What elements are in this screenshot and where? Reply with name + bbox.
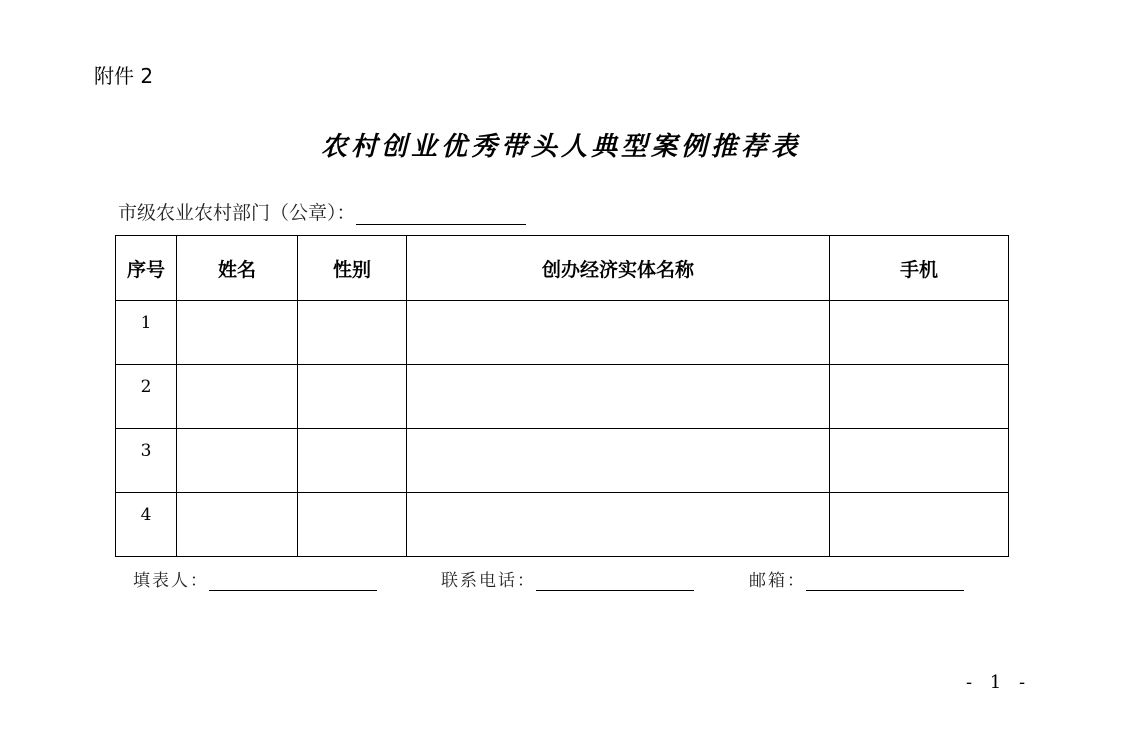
phone-cell[interactable] [830, 301, 1009, 365]
row-index: 4 [116, 493, 177, 557]
entity-cell[interactable] [407, 493, 830, 557]
header-index: 序号 [116, 236, 177, 301]
name-cell[interactable] [177, 493, 298, 557]
name-cell[interactable] [177, 365, 298, 429]
email-field[interactable] [806, 568, 964, 591]
header-gender: 性别 [298, 236, 407, 301]
header-entity: 创办经济实体名称 [407, 236, 830, 301]
recommendation-table [115, 235, 1009, 557]
row-index: 1 [116, 301, 177, 365]
entity-cell[interactable] [407, 301, 830, 365]
table-header-row [116, 236, 1009, 301]
row-index: 3 [116, 429, 177, 493]
department-seal-field[interactable] [356, 202, 526, 225]
email-label: 邮箱： [749, 571, 806, 591]
row-index: 2 [116, 365, 177, 429]
table-row [116, 429, 1009, 493]
header-name: 姓名 [177, 236, 298, 301]
filler-label: 填表人： [133, 571, 209, 591]
name-cell[interactable] [177, 429, 298, 493]
table-row [116, 301, 1009, 365]
table-row [116, 493, 1009, 557]
phone-cell[interactable] [830, 365, 1009, 429]
phone-line [441, 566, 694, 591]
gender-cell[interactable] [298, 301, 407, 365]
page-number: - 1 - [966, 672, 1032, 693]
contact-phone-field[interactable] [536, 568, 694, 591]
department-line [118, 198, 526, 225]
page-title: 农村创业优秀带头人典型案例推荐表 [320, 132, 801, 162]
table-row [116, 365, 1009, 429]
entity-cell[interactable] [407, 429, 830, 493]
gender-cell[interactable] [298, 365, 407, 429]
filler-line [133, 566, 377, 591]
phone-cell[interactable] [830, 493, 1009, 557]
entity-cell[interactable] [407, 365, 830, 429]
email-line [749, 566, 964, 591]
name-cell[interactable] [177, 301, 298, 365]
gender-cell[interactable] [298, 493, 407, 557]
contact-phone-label: 联系电话： [441, 571, 536, 591]
phone-cell[interactable] [830, 429, 1009, 493]
department-label: 市级农业农村部门（公章）： [118, 202, 356, 224]
attachment-label: 附件 2 [94, 64, 154, 88]
header-phone: 手机 [830, 236, 1009, 301]
filler-field[interactable] [209, 568, 377, 591]
gender-cell[interactable] [298, 429, 407, 493]
